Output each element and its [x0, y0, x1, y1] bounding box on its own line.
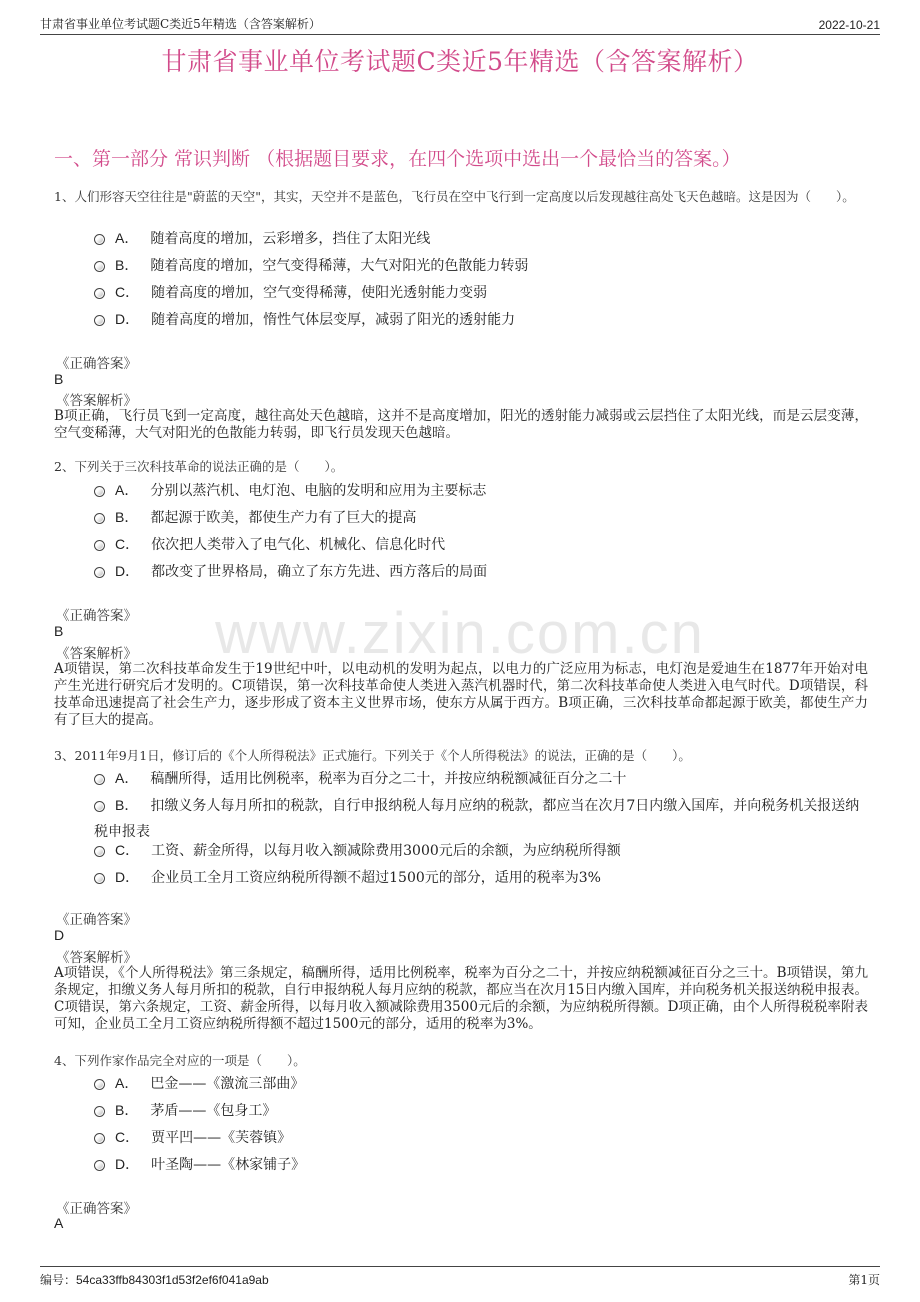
radio-icon[interactable]	[94, 1160, 105, 1171]
option-row[interactable]: A． 随着高度的增加，云彩增多，挡住了太阳光线	[94, 225, 868, 252]
radio-icon[interactable]	[94, 315, 105, 326]
option-text: 依次把人类带入了电气化、机械化、信息化时代	[151, 537, 446, 553]
analysis-label: 《答案解析》	[56, 646, 137, 662]
radio-icon[interactable]	[94, 1106, 105, 1117]
option-text: 扣缴义务人每月所扣的税款，自行申报纳税人每月应纳的税款，都应当在次月7日内缴入国库，并向税务机关报送纳税申报表	[94, 798, 860, 840]
correct-answer: A	[54, 1215, 64, 1231]
correct-answer-label: 《正确答案》	[56, 912, 137, 928]
section-heading: 一、第一部分 常识判断 （根据题目要求，在四个选项中选出一个最恰当的答案。）	[54, 148, 741, 170]
option-row[interactable]: A． 分别以蒸汽机、电灯泡、电脑的发明和应用为主要标志	[94, 477, 868, 504]
option-text: 随着高度的增加，惰性气体层变厚，减弱了阳光的透射能力	[151, 312, 516, 328]
option-text: 随着高度的增加，空气变得稀薄，使阳光透射能力变弱	[151, 285, 488, 301]
option-row[interactable]: B． 都起源于欧美，都使生产力有了巨大的提高	[94, 504, 868, 531]
radio-icon[interactable]	[94, 567, 105, 578]
radio-icon[interactable]	[94, 846, 105, 857]
radio-icon[interactable]	[94, 801, 105, 812]
option-row[interactable]: C． 随着高度的增加，空气变得稀薄，使阳光透射能力变弱	[94, 279, 868, 306]
option-text: 都改变了世界格局，确立了东方先进、西方落后的局面	[151, 564, 488, 580]
option-text: 分别以蒸汽机、电灯泡、电脑的发明和应用为主要标志	[150, 483, 487, 499]
radio-icon[interactable]	[94, 513, 105, 524]
option-text: 叶圣陶——《林家铺子》	[151, 1157, 306, 1173]
radio-icon[interactable]	[94, 540, 105, 551]
header-date: 2022-10-21	[818, 18, 880, 32]
radio-icon[interactable]	[94, 873, 105, 884]
option-text: 随着高度的增加，云彩增多，挡住了太阳光线	[150, 231, 431, 247]
option-text: 工资、薪金所得，以每月收入额减除费用3000元后的余额，为应纳税所得额	[151, 843, 621, 859]
watermark: www.zixin.com.cn	[215, 601, 705, 666]
radio-icon[interactable]	[94, 1079, 105, 1090]
analysis-text: A项错误，第二次科技革命发生于19世纪中叶，以电动机的发明为起点，以电力的广泛应用为标志，电灯泡是爱迪生在1877年开始对电产生光进行研究后才发明的。C项错误，第一次科技革命使人类进入蒸汽机器时代，第二次科技革命使人类进入电气时代。D项错误，科技革命迅速提高了社会生产力，逐步形成了资本主义世界市场，使东方从属于西方。B项正确，三次科技革命都起源于欧美，都使生产力有了巨大的提高。	[54, 661, 868, 728]
option-text: 贾平凹——《芙蓉镇》	[151, 1130, 292, 1146]
radio-icon[interactable]	[94, 1133, 105, 1144]
correct-answer: B	[54, 371, 64, 387]
correct-answer: D	[54, 927, 65, 943]
question-stem: 1、人们形容天空往往是"蔚蓝的天空"，其实，天空并不是蓝色，飞行员在空中飞行到一定高度以后发现越往高处飞天色越暗。这是因为（ ）。	[54, 189, 855, 204]
option-row[interactable]: A． 稿酬所得，适用比例税率，税率为百分之二十，并按应纳税额减征百分之二十	[94, 765, 868, 792]
page-number: 第1页	[848, 1273, 880, 1287]
correct-answer-label: 《正确答案》	[56, 356, 137, 372]
option-row[interactable]: C． 依次把人类带入了电气化、机械化、信息化时代	[94, 531, 868, 558]
option-row[interactable]: C． 工资、薪金所得，以每月收入额减除费用3000元后的余额，为应纳税所得额	[94, 837, 868, 864]
option-row[interactable]: D． 叶圣陶——《林家铺子》	[94, 1151, 868, 1178]
document-code: 编号：54ca33ffb84303f1d53f2ef6f041a9ab	[40, 1273, 269, 1287]
option-text: 巴金——《激流三部曲》	[150, 1076, 305, 1092]
document-title: 甘肃省事业单位考试题C类近5年精选（含答案解析）	[161, 47, 759, 76]
option-row[interactable]: C． 贾平凹——《芙蓉镇》	[94, 1124, 868, 1151]
radio-icon[interactable]	[94, 288, 105, 299]
analysis-text: A项错误，《个人所得税法》第三条规定，稿酬所得，适用比例税率，税率为百分之二十，并按应纳税额减征百分之三十。B项错误，第九条规定，扣缴义务人每月所扣的税款，自行申报纳税人每月应纳的税款，都应当在次月15日内缴入国库，并向税务机关报送纳税申报表。C项错误，第六条规定，工资、薪金所得，以每月收入额减除费用3500元后的余额，为应纳税所得额。D项正确，由个人所得税税率附表可知，企业员工全月工资应纳税所得额不超过1500元的部分，适用的税率为3%。	[54, 965, 868, 1032]
option-row[interactable]: B． 扣缴义务人每月所扣的税款，自行申报纳税人每月应纳的税款，都应当在次月7日内缴入国库，并向税务机关报送纳税申报表	[94, 797, 860, 840]
question-stem: 3、2011年9月1日，修订后的《个人所得税法》正式施行。下列关于《个人所得税法》的说法，正确的是（ ）。	[54, 748, 691, 763]
option-row[interactable]: A． 巴金——《激流三部曲》	[94, 1070, 868, 1097]
option-text: 都起源于欧美，都使生产力有了巨大的提高	[150, 510, 417, 526]
option-row[interactable]: D． 企业员工全月工资应纳税所得额不超过1500元的部分，适用的税率为3%	[94, 864, 868, 891]
page-header	[40, 12, 880, 35]
analysis-label: 《答案解析》	[56, 393, 137, 409]
option-text: 茅盾——《包身工》	[150, 1103, 277, 1119]
radio-icon[interactable]	[94, 486, 105, 497]
header-title: 甘肃省事业单位考试题C类近5年精选（含答案解析）	[40, 17, 321, 31]
option-text: 企业员工全月工资应纳税所得额不超过1500元的部分，适用的税率为3%	[151, 870, 601, 886]
radio-icon[interactable]	[94, 261, 105, 272]
page-footer	[40, 1266, 880, 1291]
correct-answer-label: 《正确答案》	[56, 1201, 137, 1217]
question-stem: 4、下列作家作品完全对应的一项是（ ）。	[54, 1053, 306, 1068]
radio-icon[interactable]	[94, 234, 105, 245]
analysis-label: 《答案解析》	[56, 950, 137, 966]
option-row[interactable]: B． 茅盾——《包身工》	[94, 1097, 868, 1124]
radio-icon[interactable]	[94, 774, 105, 785]
analysis-text: B项正确，飞行员飞到一定高度，越往高处天色越暗，这并不是高度增加，阳光的透射能力减弱或云层挡住了太阳光线，而是云层变薄，空气变稀薄，大气对阳光的色散能力转弱，即飞行员发现天色越暗。	[54, 408, 868, 441]
option-row[interactable]: D． 随着高度的增加，惰性气体层变厚，减弱了阳光的透射能力	[94, 306, 868, 333]
correct-answer: B	[54, 623, 64, 639]
option-text: 稿酬所得，适用比例税率，税率为百分之二十，并按应纳税额减征百分之二十	[150, 771, 627, 787]
option-row[interactable]: B． 随着高度的增加，空气变得稀薄，大气对阳光的色散能力转弱	[94, 252, 868, 279]
option-text: 随着高度的增加，空气变得稀薄，大气对阳光的色散能力转弱	[150, 258, 529, 274]
option-row[interactable]: D． 都改变了世界格局，确立了东方先进、西方落后的局面	[94, 558, 868, 585]
correct-answer-label: 《正确答案》	[56, 608, 137, 624]
question-stem: 2、下列关于三次科技革命的说法正确的是（ ）。	[54, 459, 344, 474]
